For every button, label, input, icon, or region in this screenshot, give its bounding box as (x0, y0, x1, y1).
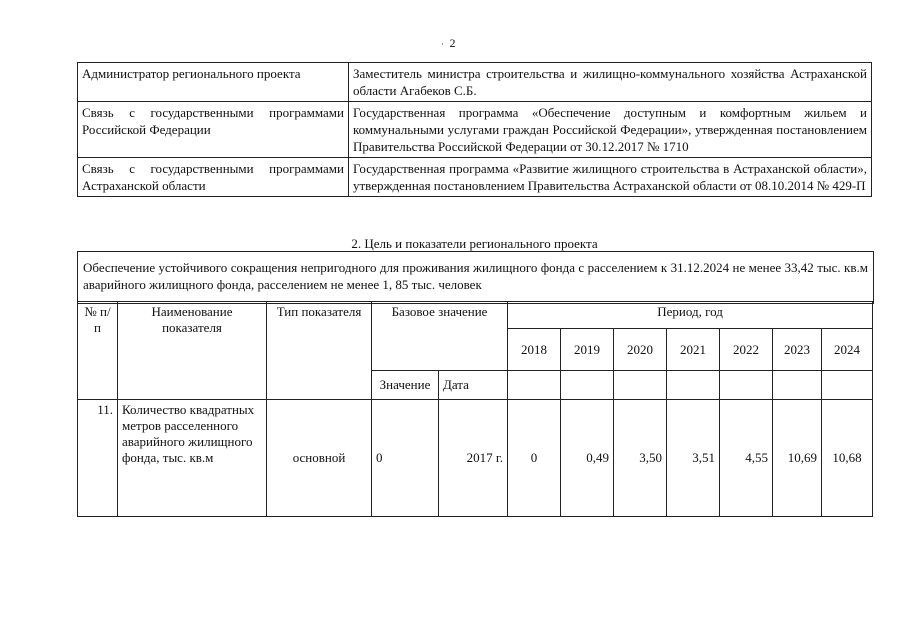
header-row-1 (78, 302, 873, 329)
row-value-2020: 3,50 (614, 400, 667, 517)
header-year-2021: 2021 (667, 329, 720, 371)
header-year-cell-2023 (773, 371, 822, 400)
info-value-federal-programs: Государственная программа «Обеспечение доступным и комфортным жильем и коммунальными услугами граждан Российской Федерации», утвержденная постановлением Правительства Российской Федерации от 30.12.2017 № 1710 (349, 102, 872, 158)
row-base-date: 2017 г. (439, 400, 508, 517)
header-type: Тип показателя (267, 302, 372, 400)
header-year-2019: 2019 (561, 329, 614, 371)
page-mark: · (441, 39, 444, 49)
goal-text: Обеспечение устойчивого сокращения непригодного для проживания жилищного фонда с расселением к 31.12.2024 не менее 33,42 тыс. кв.м аварийного жилищного фонда, расселением не менее 1, 85 тыс. человек (77, 251, 874, 304)
info-label-federal-programs: Связь с государственными программами Российской Федерации (78, 102, 349, 158)
header-year-cell-2019 (561, 371, 614, 400)
header-base: Базовое значение (372, 302, 508, 371)
row-base-value: 0 (372, 400, 439, 517)
info-label-regional-programs: Связь с государственными программами Астраханской области (78, 158, 349, 197)
header-year-cell-2022 (720, 371, 773, 400)
header-year-cell-2018 (508, 371, 561, 400)
info-row-administrator (78, 63, 872, 102)
row-name: Количество квадратных метров расселенного аварийного жилищного фонда, тыс. кв.м (118, 400, 267, 517)
header-year-cell-2024 (822, 371, 873, 400)
indicators-table (77, 301, 873, 517)
header-year-2024: 2024 (822, 329, 873, 371)
header-year-2023: 2023 (773, 329, 822, 371)
info-value-regional-programs: Государственная программа «Развитие жилищного строительства в Астраханской области», утвержденная постановлением Правительства Астраханской области от 08.10.2014 № 429-П (349, 158, 872, 197)
header-year-2020: 2020 (614, 329, 667, 371)
table-row (78, 400, 873, 517)
info-row-federal-programs (78, 102, 872, 158)
header-name: Наименование показателя (118, 302, 267, 400)
page-number: 2 (449, 36, 456, 50)
info-value-administrator: Заместитель министра строительства и жилищно-коммунального хозяйства Астраханской области Агабеков С.Б. (349, 63, 872, 102)
header-year-cell-2021 (667, 371, 720, 400)
row-value-2019: 0,49 (561, 400, 614, 517)
row-num: 11. (78, 400, 118, 517)
row-type: основной (267, 400, 372, 517)
header-num: № п/п (78, 302, 118, 400)
header-year-2022: 2022 (720, 329, 773, 371)
row-value-2018: 0 (508, 400, 561, 517)
info-row-regional-programs (78, 158, 872, 197)
header-year-2018: 2018 (508, 329, 561, 371)
section-title: 2. Цель и показатели регионального проекта (351, 236, 598, 251)
project-info-table (77, 62, 872, 197)
row-value-2021: 3,51 (667, 400, 720, 517)
header-period: Период, год (508, 302, 873, 329)
row-value-2022: 4,55 (720, 400, 773, 517)
info-label-administrator: Администратор регионального проекта (78, 63, 349, 102)
row-value-2024: 10,68 (822, 400, 873, 517)
header-year-cell-2020 (614, 371, 667, 400)
row-value-2023: 10,69 (773, 400, 822, 517)
header-base-date: Дата (439, 371, 508, 400)
header-base-value: Значение (372, 371, 439, 400)
